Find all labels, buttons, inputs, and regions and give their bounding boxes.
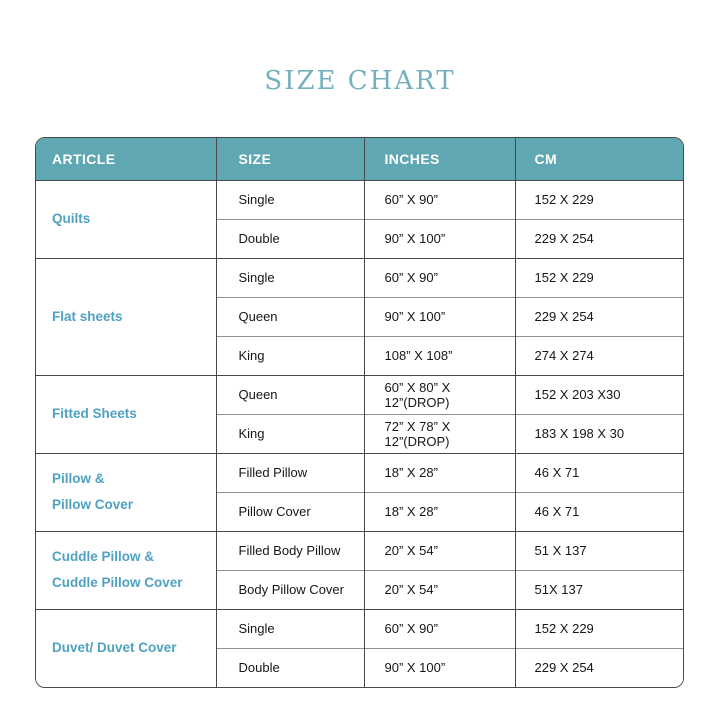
cm-cell: 152 X 229 — [515, 180, 684, 219]
article-label: Cuddle Pillow & — [52, 549, 155, 564]
table-row — [36, 180, 684, 219]
article-label: Duvet/ Duvet Cover — [52, 640, 177, 656]
cm-cell: 51X 137 — [515, 570, 684, 609]
article-cell-cuddle-pillow — [36, 531, 216, 609]
cm-cell: 152 X 229 — [515, 258, 684, 297]
article-label: Quilts — [52, 211, 91, 226]
inches-cell: 72” X 78” X 12”(DROP) — [364, 414, 515, 453]
inches-cell: 60” X 90” — [364, 180, 515, 219]
cm-cell: 46 X 71 — [515, 492, 684, 531]
inches-cell: 20” X 54” — [364, 570, 515, 609]
size-cell: King — [216, 414, 364, 453]
article-cell-flat-sheets — [36, 258, 216, 375]
header-cell-inches: INCHES — [364, 138, 515, 180]
article-label: Fitted Sheets — [52, 406, 137, 421]
size-cell: Filled Body Pillow — [216, 531, 364, 570]
cm-cell: 274 X 274 — [515, 336, 684, 375]
cm-cell: 229 X 254 — [515, 297, 684, 336]
cm-cell: 183 X 198 X 30 — [515, 414, 684, 453]
inches-cell: 60” X 80” X 12”(DROP) — [364, 375, 515, 414]
cm-cell: 152 X 203 X30 — [515, 375, 684, 414]
size-cell: Single — [216, 180, 364, 219]
header-cell-article: ARTICLE — [36, 138, 216, 180]
size-cell: Double — [216, 648, 364, 687]
size-cell: Double — [216, 219, 364, 258]
inches-cell: 18” X 28” — [364, 453, 515, 492]
size-cell: Single — [216, 609, 364, 648]
size-table — [36, 138, 684, 687]
table-row — [36, 375, 684, 414]
header-cell-cm: CM — [515, 138, 684, 180]
table-row — [36, 531, 684, 570]
table-row — [36, 453, 684, 492]
inches-cell: 90” X 100” — [364, 219, 515, 258]
inches-cell: 60” X 90” — [364, 609, 515, 648]
size-chart-table — [35, 137, 684, 688]
inches-cell: 18” X 28” — [364, 492, 515, 531]
size-cell: Body Pillow Cover — [216, 570, 364, 609]
cm-cell: 229 X 254 — [515, 219, 684, 258]
size-cell: Filled Pillow — [216, 453, 364, 492]
cm-cell: 229 X 254 — [515, 648, 684, 687]
table-row — [36, 258, 684, 297]
page-title: SIZE CHART — [264, 66, 456, 96]
cm-cell: 46 X 71 — [515, 453, 684, 492]
article-cell-pillow — [36, 453, 216, 531]
inches-cell: 60” X 90” — [364, 258, 515, 297]
table-row — [36, 609, 684, 648]
article-cell-fitted-sheets — [36, 375, 216, 453]
inches-cell: 108” X 108” — [364, 336, 515, 375]
article-label: Flat sheets — [52, 308, 123, 324]
article-label: Cuddle Pillow Cover — [52, 575, 183, 590]
size-cell: Single — [216, 258, 364, 297]
size-cell: Queen — [216, 375, 364, 414]
inches-cell: 90” X 100” — [364, 297, 515, 336]
article-cell-quilts — [36, 180, 216, 258]
size-cell: Queen — [216, 297, 364, 336]
table-header-row — [36, 138, 684, 180]
header-cell-size: SIZE — [216, 138, 364, 180]
article-label: Pillow & — [52, 471, 105, 486]
size-cell: King — [216, 336, 364, 375]
cm-cell: 152 X 229 — [515, 609, 684, 648]
article-cell-duvet — [36, 609, 216, 687]
article-label: Pillow Cover — [52, 497, 134, 512]
size-cell: Pillow Cover — [216, 492, 364, 531]
inches-cell: 20” X 54” — [364, 531, 515, 570]
inches-cell: 90” X 100” — [364, 648, 515, 687]
cm-cell: 51 X 137 — [515, 531, 684, 570]
